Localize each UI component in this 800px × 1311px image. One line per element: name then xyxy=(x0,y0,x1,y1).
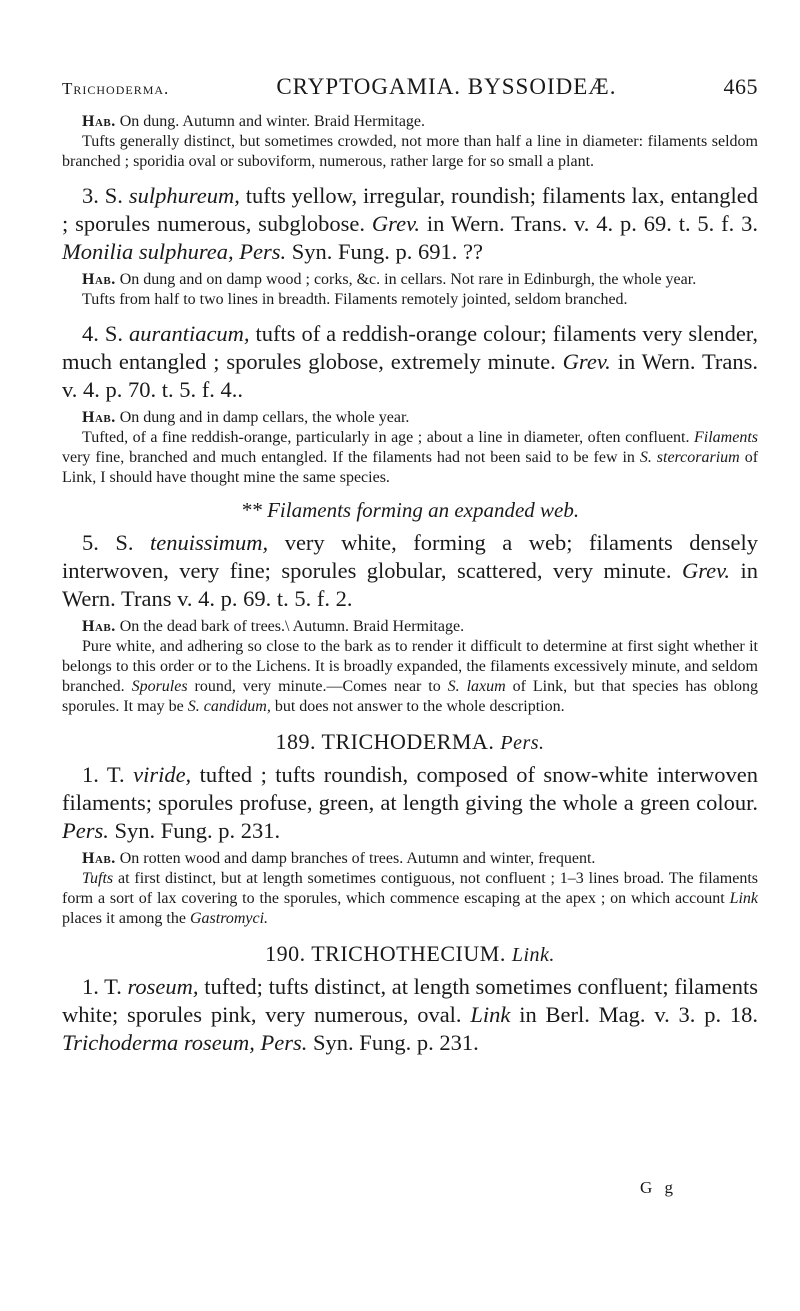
genus-189-heading: 189. TRICHODERMA. Pers. xyxy=(275,729,545,754)
genus-190-heading: 190. TRICHOTHECIUM. Link. xyxy=(265,941,555,966)
species-5-name: tenuissimum, xyxy=(150,530,269,555)
species-4-name: aurantiacum, xyxy=(128,321,250,346)
header-genus: Trichoderma. xyxy=(62,79,170,98)
header-title: CRYPTOGAMIA. BYSSOIDEÆ. xyxy=(276,74,617,99)
species-3-habitat: Hab. On dung and on damp wood ; corks, &c. in cellars. Not rare in Edinburgh, the whole year. xyxy=(82,271,697,288)
species-5-habitat: Hab. On the dead bark of trees.\ Autumn. Braid Hermitage. xyxy=(82,618,465,635)
intro-description: Tufts generally distinct, but sometimes crowded, not more than half a line in diameter: filaments seldom branched ; sporidia oval or suboviform, numerous, rather large for so small a plant. xyxy=(62,133,758,170)
signature-mark: G g xyxy=(640,1178,678,1197)
trichothecium-1-entry: 1. T. roseum, tufted; tufts distinct, at length sometimes confluent; filaments white; sporules pink, very numerous, oval. Link in Berl. Mag. v. 3. p. 18. Trichoderma roseum, Pers. Syn. Fung. p. 231. xyxy=(62,974,759,1055)
subsection-heading: ** Filaments forming an expanded web. xyxy=(240,498,580,522)
species-5-description: Pure white, and adhering so close to the bark as to render it difficult to determine at first sight whether it belongs to this order or to the Lichens. It is broadly expanded, the filaments excessively minute, and seldom branched. Sporules round, very minute.—Comes near to S. laxum of Link, but that species has oblong sporules. It may be S. candidum, but does not answer to the whole description. xyxy=(62,638,759,715)
species-5-entry: 5. S. tenuissimum, very white, forming a web; filaments densely interwoven, very fine; sporules globular, scattered, very minute. Grev. in Wern. Trans v. 4. p. 69. t. 5. f. 2. xyxy=(62,530,759,611)
intro-habitat: Hab. On dung. Autumn and winter. Braid Hermitage. xyxy=(82,113,426,130)
page-number: 465 xyxy=(723,74,758,99)
species-3-name: sulphureum, xyxy=(128,183,240,208)
species-3-entry: 3. S. sulphureum, tufts yellow, irregular, roundish; filaments lax, entangled ; sporules numerous, subglobose. Grev. in Wern. Trans. v. 4. p. 69. t. 5. f. 3. Monilia sulphurea, Pers. Syn. Fung. p. 691. ?? xyxy=(62,183,759,264)
species-4-entry: 4. S. aurantiacum, tufts of a reddish-orange colour; filaments very slender, much entangled ; sporules globose, extremely minute. Grev. in Wern. Trans. v. 4. p. 70. t. 5. f. 4.. xyxy=(62,321,759,402)
species-4-habitat: Hab. On dung and in damp cellars, the whole year. xyxy=(82,409,410,426)
species-3-description: Tufts from half to two lines in breadth. Filaments remotely jointed, seldom branched. xyxy=(82,291,628,308)
page-content xyxy=(62,112,758,1057)
trichoderma-1-entry: 1. T. viride, tufted ; tufts roundish, composed of snow-white interwoven filaments; sporules profuse, green, at length giving the whole a green colour. Pers. Syn. Fung. p. 231. xyxy=(62,762,759,843)
trichoderma-1-name: viride, xyxy=(133,762,192,787)
trichothecium-1-name: roseum, xyxy=(127,974,199,999)
running-header xyxy=(62,74,758,100)
trichoderma-1-habitat: Hab. On rotten wood and damp branches of trees. Autumn and winter, frequent. xyxy=(82,850,596,867)
species-4-description: Tufted, of a fine reddish-orange, particularly in age ; about a line in diameter, often confluent. Filaments very fine, branched and much entangled. If the filaments had not been said to be few in S. stercorarium of Link, I should have thought mine the same species. xyxy=(62,429,759,486)
trichoderma-1-description: Tufts at first distinct, but at length sometimes contiguous, not confluent ; 1–3 lines broad. The filaments form a sort of lax covering to the sporules, which commence escaping at the apex ; on which account Link places it among the Gastromyci. xyxy=(62,870,759,927)
